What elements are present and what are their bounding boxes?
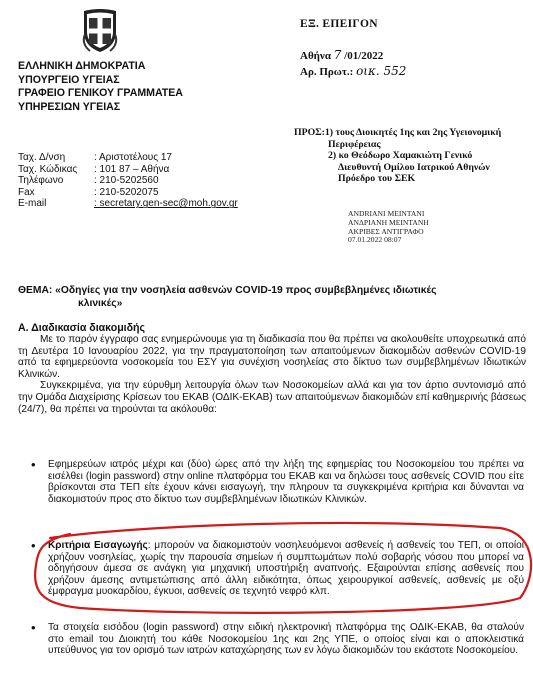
right-header <box>300 18 406 78</box>
recipient-line: Πρόεδρο του ΣΕΚ <box>338 173 416 185</box>
header-line: ΥΠΗΡΕΣΙΩΝ ΥΓΕΙΑΣ <box>18 100 121 113</box>
contact-block <box>18 152 238 210</box>
bullet-dot-icon: • <box>31 620 36 635</box>
paragraph: Με το παρόν έγγραφο σας ενημερώνουμε για τη διαδικασία που θα πρέπει να ακολουθείτε υποχρεωτικά από τη Δευτέρα 10 Ιανουαρίου 2022, για την πραγματοποίηση των απαιτούμενων διακομιδών ασθενών COVID-19 από τα εφημερεύοντα νοσοκομεία του ΕΣΥ για συνέχιση νοσηλείας στο δίκτυο των συμβεβλημένων Ιδιωτικών Κλινικών. <box>18 334 526 380</box>
contact-label: Τηλέφωνο <box>18 175 64 187</box>
contact-value: : 210-5202075 <box>94 186 159 198</box>
contact-label: Ταχ. Κώδικας <box>18 163 78 175</box>
date-handwritten: 7 <box>333 48 342 62</box>
contact-label: E-mail <box>18 198 47 210</box>
subject-line: κλινικές» <box>78 297 123 309</box>
contact-value: : Αριστοτέλους 17 <box>94 152 172 163</box>
bullet-item <box>31 620 524 657</box>
bullet-text: Εφημερεύων ιατρός μέχρι και (δύο) ώρες από την λήξη της εφημερίας του Νοσοκομείου του πρέπει να εισέλθει (login password) στην online πλατφόρμα του ΕΚΑΒ και να δηλώσει τους ασθενείς COVID που είτε βρίσκονται στα ΤΕΠ είτε έχουν κάνει εισαγωγή, την πληρουν τα συγκεκριμένα κριτήρια και δύνανται να διακομιστούν προς στο δίκτυο των συμβεβλημένων Ιδιωτικών Κλινικών. <box>48 459 524 505</box>
contact-label: Fax <box>18 186 35 198</box>
stamp-line: 07.01.2022 08:07 <box>348 235 402 245</box>
ministry-header <box>18 60 183 114</box>
date-prefix: Αθήνα <box>300 50 331 62</box>
criteria-label: Κριτήρια Εισαγωγής <box>48 540 148 551</box>
header-line: ΓΡΑΦΕΙΟ ΓΕΝΙΚΟΥ ΓΡΑΜΜΑΤΕΑ <box>18 87 183 99</box>
email-link[interactable]: : secretary.gen-sec@moh.gov.gr <box>94 198 238 210</box>
recipient-line: Περιφέρειας <box>328 138 381 150</box>
bullet-dot-icon: • <box>31 538 36 553</box>
recipient-line: ΠΡΟΣ:1) τους Διοικητές 1ης και 2ης Υγειονομική <box>294 127 502 138</box>
greek-emblem-icon <box>82 8 118 54</box>
protocol-line <box>300 64 406 78</box>
stamp-line: ΑΝΔΡΙΑΝΗ ΜΕΙΝΤΑΝΗ <box>348 217 429 227</box>
date-line <box>300 48 406 62</box>
header-line: ΕΛΛΗΝΙΚΗ ΔΗΜΟΚΡΑΤΙΑ <box>18 60 146 72</box>
header-line: ΥΠΟΥΡΓΕΙΟ ΥΓΕΙΑΣ <box>18 73 120 86</box>
contact-value: : 210-5202560 <box>94 175 159 187</box>
subject-heading <box>18 285 523 310</box>
red-circle-stroke <box>35 523 531 613</box>
section-a-heading: Α. Διαδικασία διακομιδής <box>18 322 146 334</box>
bullet-text: Τα στοιχεία εισόδου (login password) στην ειδική ηλεκτρονική πλατφόρμα της ΟΔΙΚ-ΕΚΑΒ, θα σταλούν στο email του Διοικητή του κάθε Νοσοκομείου 1ης και 2ης ΥΠΕ, ο οποίος είναι και ο αποκλειστικά υπεύθυνος για τον ορισμό των ιατρών καταχώρησης των εν λόγω διακομιδών του εκάστοτε Νοσοκομείου. <box>48 622 524 657</box>
protocol-prefix: Αρ. Πρωτ.: <box>300 66 354 78</box>
red-highlight-circle <box>30 520 533 616</box>
body-text <box>18 334 526 415</box>
stamp-line: ΑΚΡΙΒΕΣ ΑΝΤΙΓΡΑΦΟ <box>348 226 424 236</box>
paragraph: Συγκεκριμένα, για την εύρυθμη λειτουργία όλων των Νοσοκομείων αλλά και για τον άρτιο συντονισμό από την Ομάδα Διαχείρισης Κρίσεων του ΕΚΑΒ (ΟΔΙΚ-ΕΚΑΒ) των απαιτούμενων διακομιδών επί καθημερινής βάσεως (24/7), θα πρέπει να τηρούνται τα ακόλουθα: <box>18 380 526 415</box>
protocol-handwritten: οικ. 552 <box>356 64 407 78</box>
contact-label: Ταχ. Δ/νση <box>18 152 66 163</box>
date-suffix: /01/2022 <box>344 50 384 62</box>
recipient-line: Διευθυντή Ομίλου Ιατρικού Αθηνών <box>338 161 490 173</box>
recipients-block <box>294 127 530 185</box>
recipient-line: 2) κο Θεόδωρο Χαμακιώτη Γενικό <box>328 150 473 162</box>
signature-stamp <box>348 210 429 245</box>
stamp-line: ANDRIANI MEINTANI <box>348 209 425 218</box>
urgent-label: ΕΞ. ΕΠΕΙΓΟΝ <box>300 18 378 30</box>
contact-value: : 101 87 – Αθήνα <box>94 163 170 175</box>
bullet-dot-icon: • <box>31 457 36 472</box>
criteria-text: : μπορούν να διακομιστούν νοσηλευόμενοι ασθενείς ή ασθενείς του ΤΕΠ, οι οποίοι χρήζουν νοσηλείας, χωρίς την παρουσία σημείων ή συμπτωμάτων πολύ σοβαρής νόσου που μπορεί να οδηγήσουν άμεσα σε ανάγκη για μηχανική υποστήριξη αναπνοής. Εξαιρούνται επίσης ασθενείς που χρήζουν άμεσης αντιμετώπισης από άλλη ειδικότητα, όπως χειρουργικοί ασθενείς, ασθενείς με οξύ έμφραγμα μυοκαρδίου, έγκυοι, ασθενείς σε τεχνητό νεφρό κλπ. <box>48 540 524 598</box>
bullet-item <box>31 457 524 505</box>
subject-line: ΘΕΜΑ: «Οδηγίες για την νοσηλεία ασθενών COVID-19 προς συμβεβλημένες ιδιωτικές <box>18 285 437 296</box>
